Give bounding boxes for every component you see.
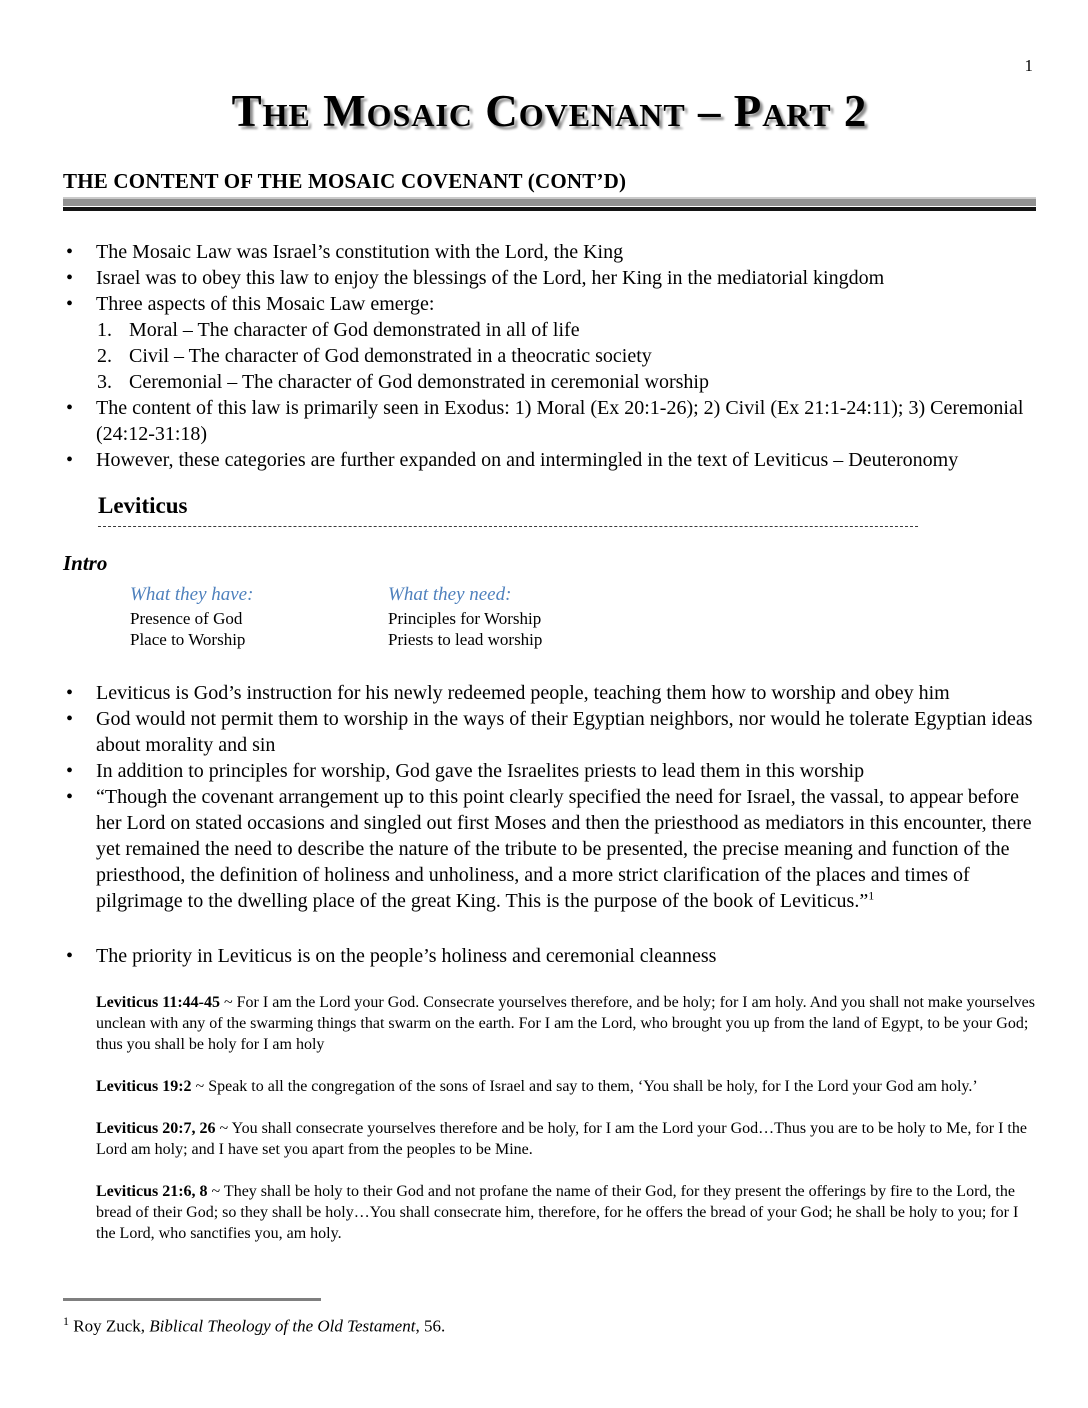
need-item: Priests to lead worship: [388, 629, 543, 649]
item-number: 1.: [97, 318, 112, 341]
page-number: 1: [1024, 56, 1033, 75]
intro-heading: Intro: [63, 550, 108, 575]
scripture-ref: Leviticus 21:6, 8: [96, 1182, 208, 1200]
footnote-separator: [63, 1298, 321, 1301]
numbered-item: [63, 343, 1036, 369]
item-number: 2.: [97, 344, 112, 367]
rule-black-bar: [63, 207, 1036, 211]
numbered-item: [63, 317, 1036, 343]
bullet-item: • Leviticus is God’s instruction for his newly redeemed people, teaching them how to worship and obey him: [63, 680, 1036, 706]
bullet-item: • Israel was to obey this law to enjoy the blessings of the Lord, her King in the mediatorial kingdom: [63, 265, 1036, 291]
scripture-ref: Leviticus 19:2: [96, 1077, 192, 1095]
scripture-text: ~ They shall be holy to their God and not profane the name of their God, for they present the offerings by fire to the Lord, the bread of their God; so they shall be holy…You shall consecrate him, therefore, for he offers the bread of your God; he shall be holy to you; for I the Lord, who sanctifies you, am holy.: [96, 1182, 1019, 1242]
rule-gray-bar: [63, 197, 1036, 206]
have-column-header: What they have:: [130, 583, 254, 605]
section-heading-rule: [63, 197, 1036, 211]
item-text: Ceremonial – The character of God demonstrated in ceremonial worship: [129, 370, 709, 393]
numbered-item: [63, 369, 1036, 395]
item-text: Moral – The character of God demonstrated in all of life: [129, 318, 580, 341]
have-column: [130, 584, 388, 650]
scripture-ref: Leviticus 11:44-45: [96, 993, 220, 1011]
document-title: The Mosaic Covenant – Part 2: [231, 86, 868, 136]
have-item: Presence of God: [130, 608, 243, 628]
need-item: Principles for Worship: [388, 608, 542, 628]
bullet-item: • God would not permit them to worship in the ways of their Egyptian neighbors, nor would he tolerate Egyptian ideas about morality and sin: [63, 706, 1036, 758]
bullet-item-quote: [63, 784, 1036, 914]
scripture-quotes: [96, 992, 1036, 1244]
priority-bullet-list: [63, 943, 1036, 969]
leviticus-heading: Leviticus: [98, 493, 918, 527]
bullet-item: • Three aspects of this Mosaic Law emerge:: [63, 291, 1036, 317]
bullet-item: • The Mosaic Law was Israel’s constitution with the Lord, the King: [63, 239, 1036, 265]
bullet-item: • The content of this law is primarily seen in Exodus: 1) Moral (Ex 20:1-26); 2) Civil (Ex 21:1-24:11); 3) Ceremonial (24:12-31:18): [63, 395, 1036, 447]
footnote-book-title: Biblical Theology of the Old Testament: [149, 1316, 416, 1336]
footnote-marker: 1: [63, 1314, 69, 1328]
need-column: [388, 584, 646, 650]
footnote-suffix: , 56.: [415, 1316, 446, 1336]
bullet-item: • The priority in Leviticus is on the people’s holiness and ceremonial cleanness: [63, 943, 1036, 969]
footnote-reference: 1: [868, 887, 875, 902]
item-number: 3.: [97, 370, 112, 393]
item-text: Civil – The character of God demonstrated in a theocratic society: [129, 344, 652, 367]
section-heading: THE CONTENT OF THE MOSAIC COVENANT (CONT’D): [63, 168, 627, 193]
footnote: [63, 1298, 763, 1338]
bullet-item: • However, these categories are further expanded on and intermingled in the text of Leviticus – Deuteronomy: [63, 447, 1036, 473]
need-column-header: What they need:: [388, 583, 512, 605]
overview-bullet-list: [63, 239, 1036, 473]
bullet-item: • In addition to principles for worship, God gave the Israelites priests to lead them in this worship: [63, 758, 1036, 784]
scripture-ref: Leviticus 20:7, 26: [96, 1119, 216, 1137]
scripture-quote: [96, 1076, 1036, 1097]
scripture-quote: [96, 992, 1036, 1055]
footnote-text: [63, 1310, 763, 1338]
scripture-text: ~ You shall consecrate yourselves therefore and be holy, for I am the Lord your God…Thus you are to be holy to Me, for I the Lord am holy; and I have set you apart from the peoples to be Mine.: [96, 1119, 1027, 1158]
have-need-table: [130, 584, 1036, 650]
scripture-text: ~ For I am the Lord your God. Consecrate yourselves therefore, and be holy; for I am holy. And you shall not make yourselves unclean with any of the swarming things that swarm on the earth. For I am the Lord, who brought you up from the land of Egypt, to be your God; thus you shall be holy for I am holy: [96, 993, 1035, 1053]
scripture-quote: [96, 1181, 1036, 1244]
leviticus-bullet-list: [63, 680, 1036, 914]
scripture-quote: [96, 1118, 1036, 1160]
quote-text: “Though the covenant arrangement up to this point clearly specified the need for Israel, the vassal, to appear before her Lord on stated occasions and singled out first Moses and then the priesthood as mediators in this encounter, there yet remained the need to describe the nature of the tribute to be presented, the precise meaning and function of the priesthood, the definition of holiness and unholiness, and a more strict clarification of the places and times of pilgrimage to the dwelling place of the great King. This is the purpose of the book of Leviticus.”: [96, 785, 1032, 912]
footnote-author: Roy Zuck,: [73, 1316, 150, 1336]
scripture-text: ~ Speak to all the congregation of the sons of Israel and say to them, ‘You shall be holy, for I the Lord your God am holy.’: [195, 1077, 978, 1095]
have-item: Place to Worship: [130, 629, 246, 649]
